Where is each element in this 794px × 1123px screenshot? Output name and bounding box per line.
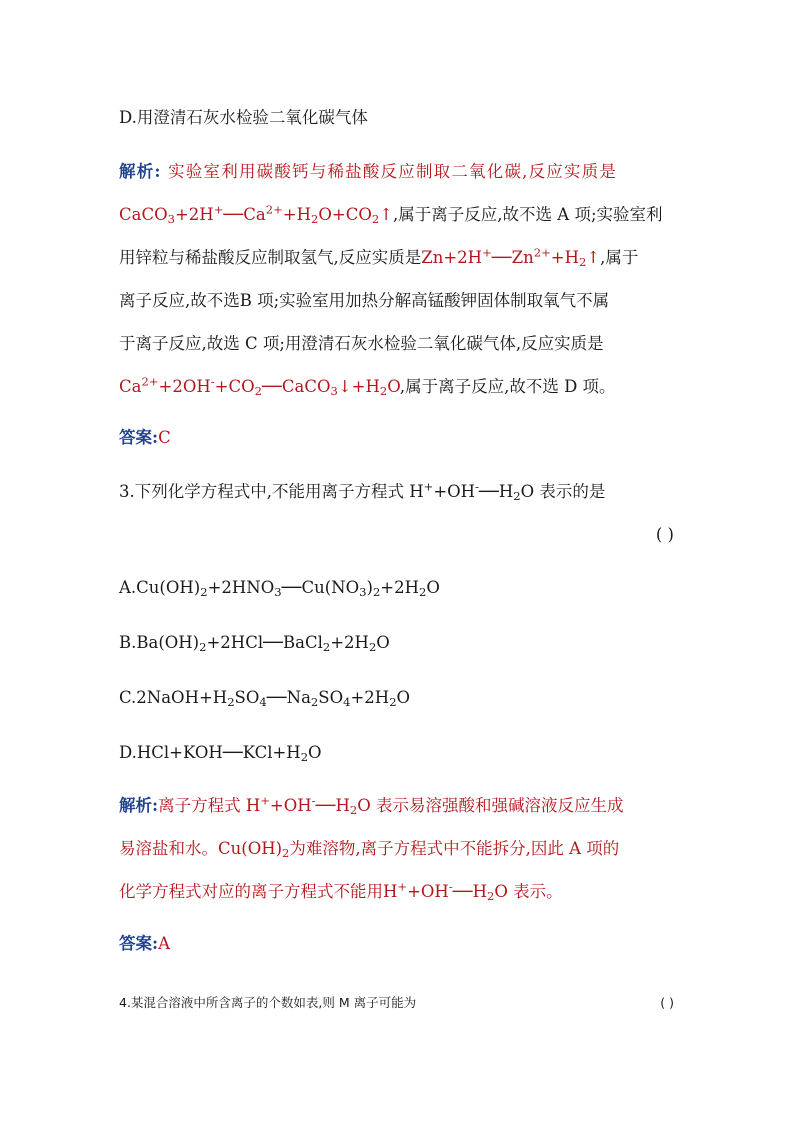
q2-analysis-line-4: 离子反应,故不选B 项;实验室用加热分解高锰酸钾固体制取氧气不属 [119,291,610,310]
equation-neutralization: $H^++OH^-──H_2O$ [383,879,508,903]
q2-analysis-line-3: 用锌粒与稀盐酸反应制取氢气,反应实质是$Zn+2H^+──Zn^{2+}+H_2↑$,属于 [119,245,639,269]
q3-stem: 3.下列化学方程式中,不能用离子方程式 $H^++OH^-──H_2O$ 表示的是 [119,479,606,503]
option-d-prev: D.用澄清石灰水检验二氧化碳气体 [119,108,368,127]
equation-zn-h: $Zn+2H^+──Zn^{2+}+H_2↑$ [421,245,601,269]
q3-option-b: $B.Ba(OH)_2+2HCl──BaCl_2+2H_2O$ [119,633,390,654]
q2-analysis-line-2: $CaCO_3+2H^+──Ca^{2+}+H_2O+CO_2↑$,属于离子反应,故不选 A 项;实验室利 [119,202,663,226]
answer-label: 答案: [119,934,159,953]
q3-answer-blank: ( ) [655,525,674,544]
equation-caco3-hcl: $CaCO_3+2H^+──Ca^{2+}+H_2O+CO_2↑$ [119,202,394,226]
q4-answer-blank: ( ) [660,995,674,1010]
equation-ca-oh-co2: $Ca^{2+}+2OH^-+CO_2──CaCO_3↓+H_2O$ [119,374,400,398]
answer-value: A [158,934,171,953]
q2-analysis-line-1: 解析: 实验室利用碳酸钙与稀盐酸反应制取二氧化碳,反应实质是 [119,162,618,181]
q3-analysis-line-3: 化学方程式对应的离子方程式不能用$H^++OH^-──H_2O$ 表示。 [119,879,563,903]
answer-value: C [158,428,171,447]
q3-option-d: $D.HCl+KOH──KCl+H_2O$ [119,743,322,764]
analysis-label: 解析: [119,162,162,181]
q3-analysis-line-2: 易溶盐和水。$Cu(OH)_2$为难溶物,离子方程式中不能拆分,因此 A 项的 [119,839,620,860]
answer-label: 答案: [119,428,159,447]
q2-answer [119,427,171,449]
q3-answer [119,933,170,955]
q3-option-c: $C.2NaOH+H_2SO_4──Na_2SO_4+2H_2O$ [119,688,411,709]
equation-neutralization: $H^++OH^-──H_2O$ [245,793,371,817]
q4-stem: 4.某混合溶液中所含离子的个数如表,则 M 离子可能为 [119,995,417,1010]
analysis-label: 解析: [119,796,159,815]
q2-analysis-line-5: 于离子反应,故选 C 项;用澄清石灰水检验二氧化碳气体,反应实质是 [119,334,604,353]
q3-analysis-line-1: 解析:离子方程式 $H^++OH^-──H_2O$ 表示易溶强酸和强碱溶液反应生成 [119,793,624,817]
q2-analysis-line-6: $Ca^{2+}+2OH^-+CO_2──CaCO_3↓+H_2O$,属于离子反应,故不选 D 项。 [119,374,616,398]
formula-cu-oh2: $Cu(OH)_2$ [218,839,290,860]
q3-option-a: $A.Cu(OH)_2+2HNO_3──Cu(NO_3)_2+2H_2O$ [119,578,440,599]
